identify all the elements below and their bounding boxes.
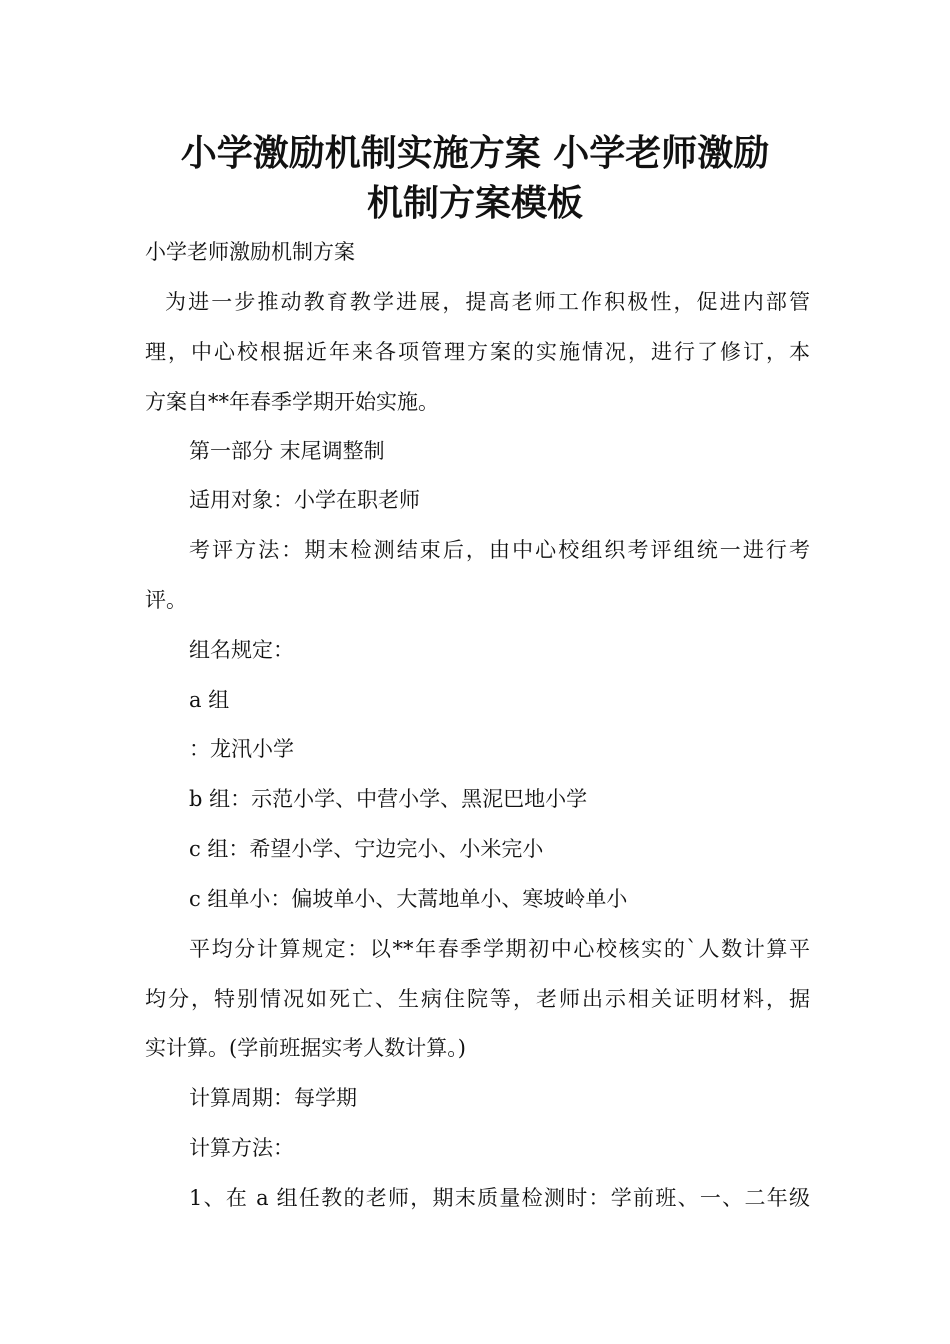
paragraph-intro-line-3: 方案自**年春季学期开始实施。 — [145, 390, 439, 414]
group-a-detail: ：龙汛小学 — [189, 737, 294, 761]
evaluation-line-1: 考评方法：期末检测结束后，由中心校组织考评组统一进行考 — [189, 538, 810, 562]
group-a-label: a 组 — [189, 688, 230, 712]
group-rule-heading: 组名规定： — [189, 638, 294, 662]
group-c-line: c 组：希望小学、宁边完小、小米完小 — [189, 837, 544, 861]
document-subtitle: 小学老师激励机制方案 — [145, 240, 355, 264]
scope-line: 适用对象：小学在职老师 — [189, 488, 420, 512]
group-c-single-line: c 组单小：偏坡单小、大蒿地单小、寒坡岭单小 — [189, 887, 628, 911]
average-rule-line-1: 平均分计算规定：以**年春季学期初中心校核实的`人数计算平 — [189, 937, 810, 961]
average-rule-line-3: 实计算。(学前班据实考人数计算。) — [145, 1036, 466, 1060]
paragraph-intro-line-2: 理，中心校根据近年来各项管理方案的实施情况，进行了修订，本 — [145, 340, 810, 364]
period-line: 计算周期：每学期 — [189, 1086, 357, 1110]
document-title-line-2: 机制方案模板 — [366, 183, 583, 224]
method-item-1: 1、在 a 组任教的老师，期末质量检测时：学前班、一、二年级 — [189, 1186, 810, 1210]
section-heading: 第一部分 末尾调整制 — [189, 439, 385, 463]
document-title-line-1: 小学激励机制实施方案 小学老师激励 — [180, 133, 770, 174]
method-heading: 计算方法： — [189, 1136, 294, 1160]
evaluation-line-2: 评。 — [145, 588, 187, 612]
paragraph-intro-line-1: 为进一步推动教育教学进展，提高老师工作积极性，促进内部管 — [165, 290, 810, 314]
group-b-line: b 组：示范小学、中营小学、黑泥巴地小学 — [189, 787, 588, 811]
average-rule-line-2: 均分，特别情况如死亡、生病住院等，老师出示相关证明材料，据 — [145, 987, 810, 1011]
